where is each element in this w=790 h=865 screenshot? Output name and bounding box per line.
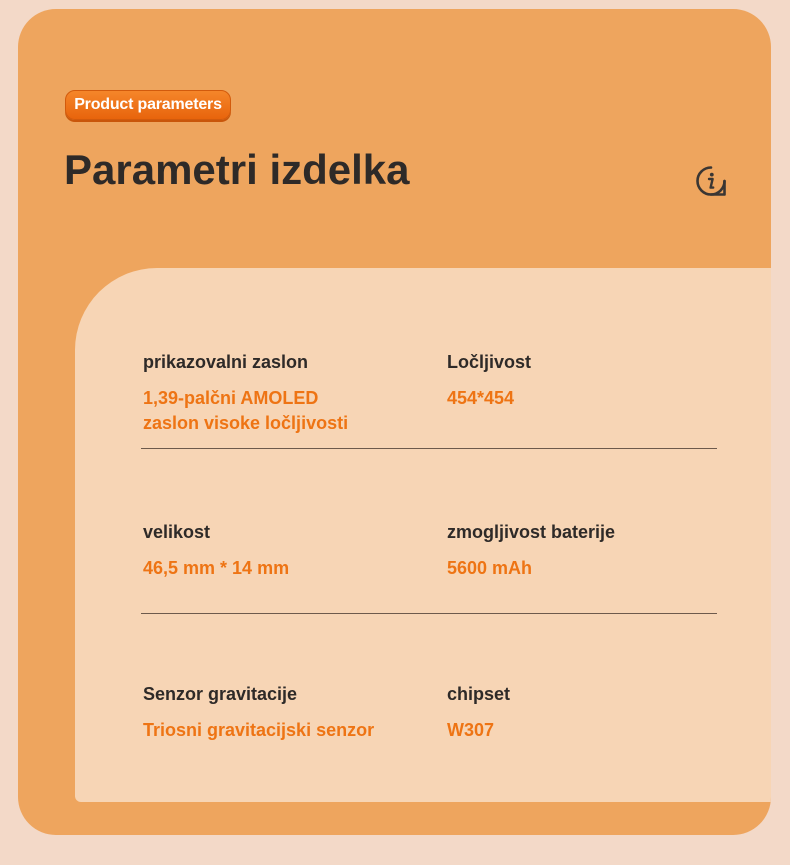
spec-display xyxy=(143,350,433,436)
specs-panel xyxy=(75,268,771,802)
spec-label: Ločljivost xyxy=(447,352,532,372)
spec-value: W307 xyxy=(447,720,495,740)
spec-gravity-sensor xyxy=(143,682,433,743)
spec-size xyxy=(143,520,433,581)
spec-value: 1,39-palčni AMOLED zaslon visoke ločljivosti xyxy=(143,388,349,433)
product-parameters-badge: Product parameters xyxy=(65,90,231,120)
spec-value: 5600 mAh xyxy=(447,558,533,578)
spec-battery xyxy=(447,520,717,581)
spec-label: prikazovalni zaslon xyxy=(143,352,309,372)
divider xyxy=(141,613,717,614)
spec-label: Senzor gravitacije xyxy=(143,684,298,704)
page-title: Parametri izdelka xyxy=(64,146,410,193)
spec-label: zmogljivost baterije xyxy=(447,522,616,542)
spec-chipset xyxy=(447,682,717,743)
spec-label: chipset xyxy=(447,684,511,704)
divider xyxy=(141,448,717,449)
spec-label: velikost xyxy=(143,522,211,542)
spec-value: 454*454 xyxy=(447,388,515,408)
spec-resolution xyxy=(447,350,717,411)
product-parameters-card xyxy=(18,9,771,835)
spec-value: Triosni gravitacijski senzor xyxy=(143,720,375,740)
info-icon[interactable] xyxy=(695,165,727,197)
spec-value: 46,5 mm * 14 mm xyxy=(143,558,290,578)
